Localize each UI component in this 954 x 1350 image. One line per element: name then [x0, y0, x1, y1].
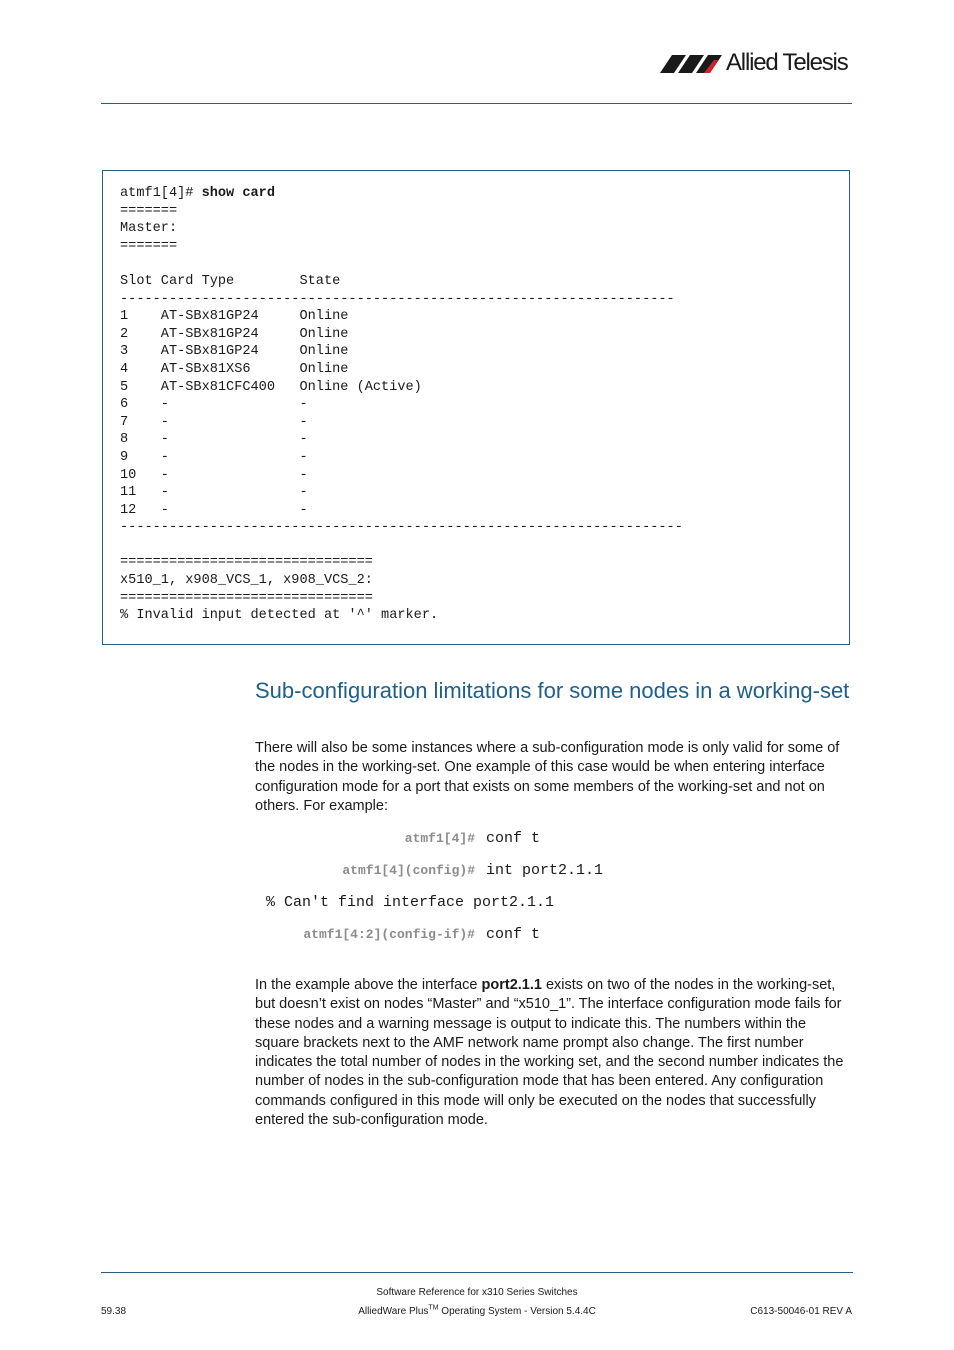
explanation-text-end: exists on two of the nodes in the working-set, but doesn’t exist on nodes “Master” and “x510_1”. The interface configuration mode fails for these nodes and a warning message is output to indicate this. The numbers within the square brackets next to the AMF network name prompt also change. The first number indicates the total number of nodes in the working set, and the second number indicates the number of nodes in the sub-configuration mode that has been entered. Any configuration commands configured in this mode will only be executed on the nodes that successfully entered the sub-configuration mode. [255, 977, 844, 1129]
example-error-message: % Can't find interface port2.1.1 [266, 894, 555, 911]
document-id: C613-50046-01 REV A [750, 1306, 852, 1317]
example-prompt: atmf1[4](config)# [342, 863, 475, 878]
example-prompt: atmf1[4:2](config-if)# [303, 927, 475, 942]
example-prompt: atmf1[4]# [404, 831, 475, 846]
example-command: conf t [486, 926, 541, 943]
footer-title: Software Reference for x310 Series Switches [376, 1287, 578, 1298]
interface-name: port2.1.1 [481, 977, 542, 993]
code-command: show card [201, 186, 275, 201]
brand-name: Allied Telesis [726, 49, 848, 76]
example-line-3 [255, 893, 815, 913]
example-command: int port2.1.1 [486, 862, 604, 879]
example-line-1 [255, 829, 815, 849]
explanation-text-start: In the example above the interface [255, 977, 482, 993]
logo-mark-icon [660, 52, 724, 74]
page-number: 59.38 [101, 1306, 127, 1317]
trademark-mark: TM [428, 1304, 439, 1312]
os-version: Operating System - Version 5.4.4C [438, 1306, 596, 1317]
example-line-2 [255, 861, 815, 881]
example-command: conf t [486, 830, 541, 847]
section-heading: Sub-configuration limitations for some nodes in a working-set [255, 678, 850, 703]
explanation-paragraph [255, 976, 853, 1130]
os-name: AlliedWare Plus [358, 1306, 429, 1317]
intro-paragraph: There will also be some instances where a sub-configuration mode is only valid for some of the nodes in the working-set. One example of this case would be when entering interface configuration mode for a port that exists on some members of the working-set and not on others. For example: [255, 740, 840, 814]
header-rule [101, 103, 852, 104]
code-block [120, 185, 683, 625]
footer-rule [101, 1272, 853, 1273]
example-line-4 [255, 925, 815, 945]
code-prompt: atmf1[4]# [120, 186, 202, 201]
allied-telesis-logo [660, 50, 856, 80]
code-output: ======= Master: ======= Slot Card Type State -------------------------------------------------------------------- 1 AT-SBx81GP24 Online 2 AT-SBx81GP24 Online 3 AT-SBx81GP24 Online 4 AT-SBx81XS6 Online 5 AT-SBx81CFC400 Online (Active) 6 - - 7 - - 8 - - 9 - - 10 - - 11 - - 12 - - --------------------------------------------------------------------- =============================== x510_1, x908_VCS_1, x908_VCS_2: =============================== % Invalid input detected at '^' marker. [120, 203, 683, 624]
